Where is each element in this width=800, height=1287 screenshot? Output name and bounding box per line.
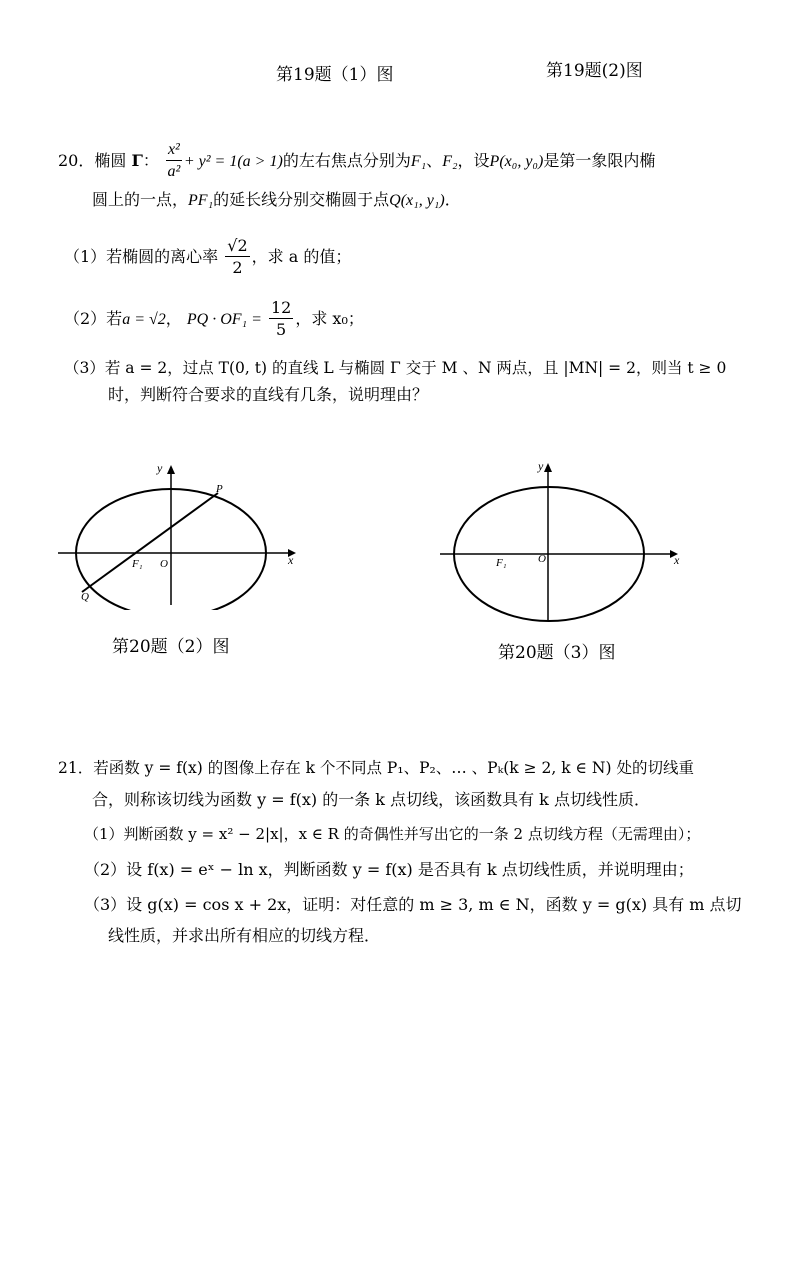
q20-line2-end: ． — [444, 190, 461, 209]
q20-part1 — [64, 236, 351, 279]
fig19-2-caption: 第19题(2)图 — [546, 61, 643, 81]
fig20-2-caption: 第20题（2）图 — [112, 637, 230, 657]
fig20-2-q-label: Q — [81, 591, 89, 603]
q20-p1-label: （1）若椭圆的离心率 — [64, 247, 219, 266]
fig20-3-caption: 第20题（3）图 — [498, 643, 616, 663]
fig20-2-y-label: y — [157, 461, 163, 475]
q20-f2: F₂ — [442, 153, 458, 170]
q20-number: 20． — [58, 151, 95, 170]
q20-intro-d: 是第一象限内椭 — [543, 151, 656, 170]
fig20-3-o-label: O — [538, 553, 546, 565]
q20-sep: 、 — [426, 151, 443, 170]
fig20-2-y-arrow — [167, 465, 175, 474]
q20-p1-fraction — [225, 236, 249, 279]
q21-line1: 21．若函数 y = f(x) 的图像上存在 k 个不同点 P₁、P₂、… 、Pₖ(k ≥ 2, k ∈ N) 处的切线重 — [58, 759, 694, 777]
q20-eq-denominator: a² — [167, 163, 181, 180]
q20-line2-a: 圆上的一点， — [92, 190, 189, 209]
q20-colon: ： — [142, 151, 159, 170]
q20-f1: F₁ — [410, 153, 427, 170]
q20-intro-a: 椭圆 — [94, 151, 127, 170]
q20-line2 — [92, 188, 461, 213]
q20-ellipse-fraction — [166, 140, 182, 183]
fig19-1-caption: 第19题（1）图 — [276, 65, 394, 85]
q20-gamma: Γ — [131, 151, 143, 170]
q20-p1-numerator: √2 — [227, 236, 248, 255]
q20-intro-b: 的左右焦点分别为 — [282, 151, 411, 170]
q21-line2: 合，则称该切线为函数 y = f(x) 的一条 k 点切线，该函数具有 k 点切线性质． — [92, 790, 650, 809]
q20-eq-rest: + y² = 1(a > 1) — [183, 153, 283, 170]
q20-part3-line2: 时，判断符合要求的直线有几条，说明理由？ — [108, 385, 429, 404]
fig20-2-x-label: x — [288, 553, 294, 567]
fig20-3-y-arrow — [544, 463, 552, 472]
q20-part3-line1: （3）若 a = 2，过点 T(0, t) 的直线 L 与椭圆 Γ 交于 M 、N 两点，且 |MN| = 2，则当 t ≥ 0 — [64, 359, 727, 377]
q20-pf1: PF₁ — [188, 192, 214, 209]
q20-p-point: P(x₀, y₀) — [489, 153, 544, 170]
fig20-3-y-label: y — [538, 459, 544, 473]
fig20-3-f1-label: F₁ — [496, 557, 507, 569]
q20-p2-cond: a = √2 — [122, 311, 166, 328]
q20-intro-c: ，设 — [457, 151, 490, 170]
q20-p2-vector: PQ · OF₁ = — [186, 311, 262, 328]
q20-part2: （2）若a = √2， PQ · OF₁ = $\frac{12}{5}$ ，求 x₀； — [64, 298, 364, 339]
fig20-2-diagram — [50, 460, 310, 610]
q21-part3-line1: （3）设 g(x) = cos x + 2x，证明：对任意的 m ≥ 3, m ∈ N，函数 y = g(x) 具有 m 点切 — [84, 895, 742, 914]
q20-p2-numerator: 12 — [270, 298, 292, 317]
fig20-2-p-label: P — [216, 483, 223, 495]
q20-line2-b: 的延长线分别交椭圆于点 — [213, 190, 390, 209]
q20-q-point: Q(x₁, y₁) — [389, 192, 445, 209]
q20-p1-tail: ，求 a 的值； — [251, 247, 352, 266]
fig20-2-o-label: O — [160, 558, 168, 570]
q21-part1: （1）判断函数 y = x² − 2|x|，x ∈ R 的奇偶性并写出它的一条 2 点切线方程（无需理由）； — [84, 825, 701, 843]
fig20-3-diagram — [436, 456, 686, 626]
q21-part2: （2）设 f(x) = eˣ − ln x，判断函数 y = f(x) 是否具有 k 点切线性质，并说明理由； — [84, 860, 694, 879]
q20-line1 — [58, 140, 655, 183]
q20-p2-label: （2）若 — [64, 309, 123, 328]
q20-p2-tail: ，求 x₀； — [295, 309, 364, 328]
fig20-3-x-label: x — [674, 553, 680, 567]
q21-part3-line2: 线性质，并求出所有相应的切线方程． — [108, 926, 381, 945]
q20-eq-numerator: x² — [166, 140, 182, 161]
q20-p1-denominator: 2 — [232, 258, 243, 277]
q20-p2-fraction — [269, 298, 293, 341]
q20-p2-denominator: 5 — [276, 320, 287, 339]
fig20-2-f1-label: F₁ — [132, 558, 143, 570]
